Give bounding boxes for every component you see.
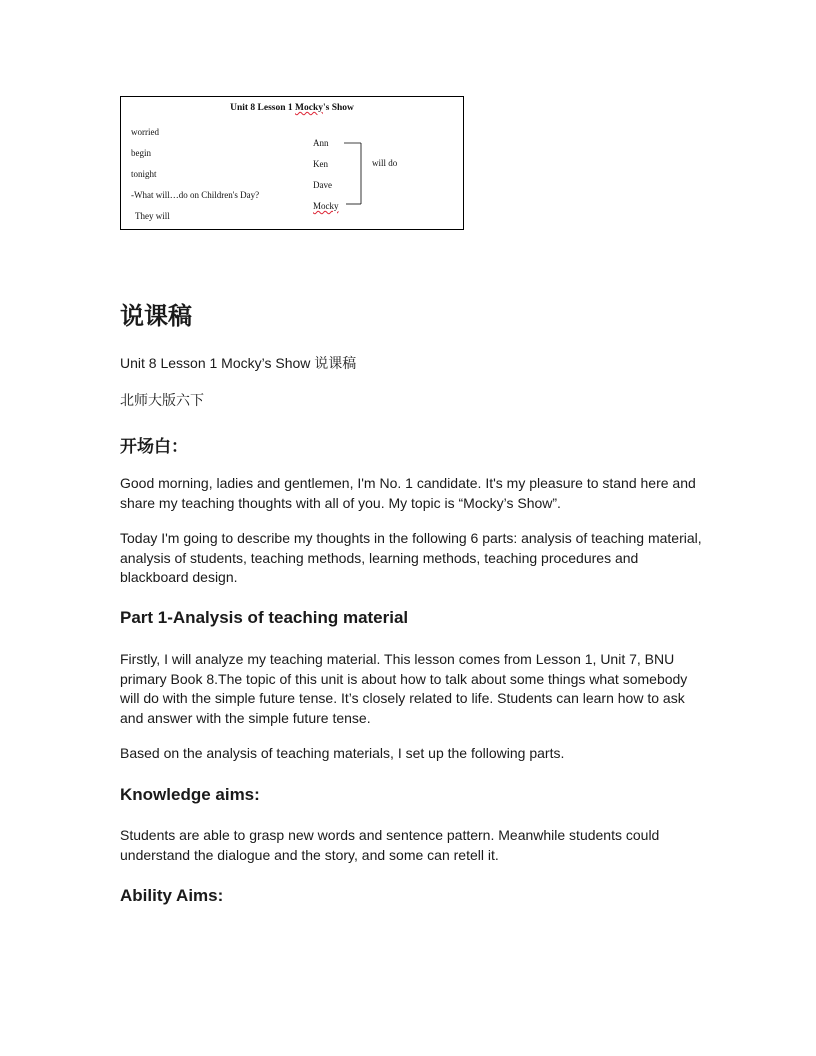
ability-aims-heading: Ability Aims:	[120, 886, 224, 905]
knowledge-aims-paragraph: Students are able to grasp new words and sentence pattern. Meanwhile students could understand the dialogue and the story, and some can retell it.	[120, 827, 660, 863]
blackboard-bracket	[121, 97, 465, 231]
knowledge-aims-heading: Knowledge aims:	[120, 785, 260, 804]
opening-heading: 开场白：	[120, 437, 188, 457]
blackboard-name: Mocky	[313, 201, 339, 211]
blackboard-name: Ann	[313, 138, 329, 148]
blackboard-sentence: -What will…do on Children's Day?	[131, 190, 260, 200]
edition-line: 北师大版六下	[120, 392, 204, 408]
subtitle: Unit 8 Lesson 1 Mocky’s Show 说课稿	[120, 355, 357, 371]
part1-paragraph-1: Firstly, I will analyze my teaching material. This lesson comes from Lesson 1, Unit 7, BNU primary Book 8.The topic of this unit is about how to talk about some things what somebody will do with the simple future tense. It’s closely related to life. Students can learn how to ask and answer with the simple future tense.	[120, 651, 688, 726]
blackboard-name: Dave	[313, 180, 332, 190]
blackboard-will-do: will do	[372, 158, 398, 168]
part1-paragraph-2: Based on the analysis of teaching materials, I set up the following parts.	[120, 745, 565, 761]
opening-paragraph-1: Good morning, ladies and gentlemen, I'm No. 1 candidate. It's my pleasure to stand here and share my teaching thoughts with all of you. My topic is “Mocky’s Show”.	[120, 475, 696, 511]
page-title: 说课稿	[120, 302, 192, 330]
opening-paragraph-2: Today I'm going to describe my thoughts in the following 6 parts: analysis of teaching material, analysis of students, teaching methods, learning methods, teaching procedures and blackboard design.	[120, 530, 702, 585]
blackboard-word: worried	[131, 127, 159, 137]
blackboard-design-figure	[120, 96, 464, 230]
part1-heading: Part 1-Analysis of teaching material	[120, 608, 409, 627]
blackboard-word: begin	[131, 148, 151, 158]
blackboard-name: Ken	[313, 159, 328, 169]
blackboard-title-word: Mocky	[295, 103, 323, 113]
blackboard-title-prefix: Unit 8 Lesson 1	[230, 103, 296, 113]
blackboard-sentence: They will	[135, 211, 170, 221]
blackboard-title-suffix: 's Show	[323, 103, 354, 113]
blackboard-word: tonight	[131, 169, 157, 179]
